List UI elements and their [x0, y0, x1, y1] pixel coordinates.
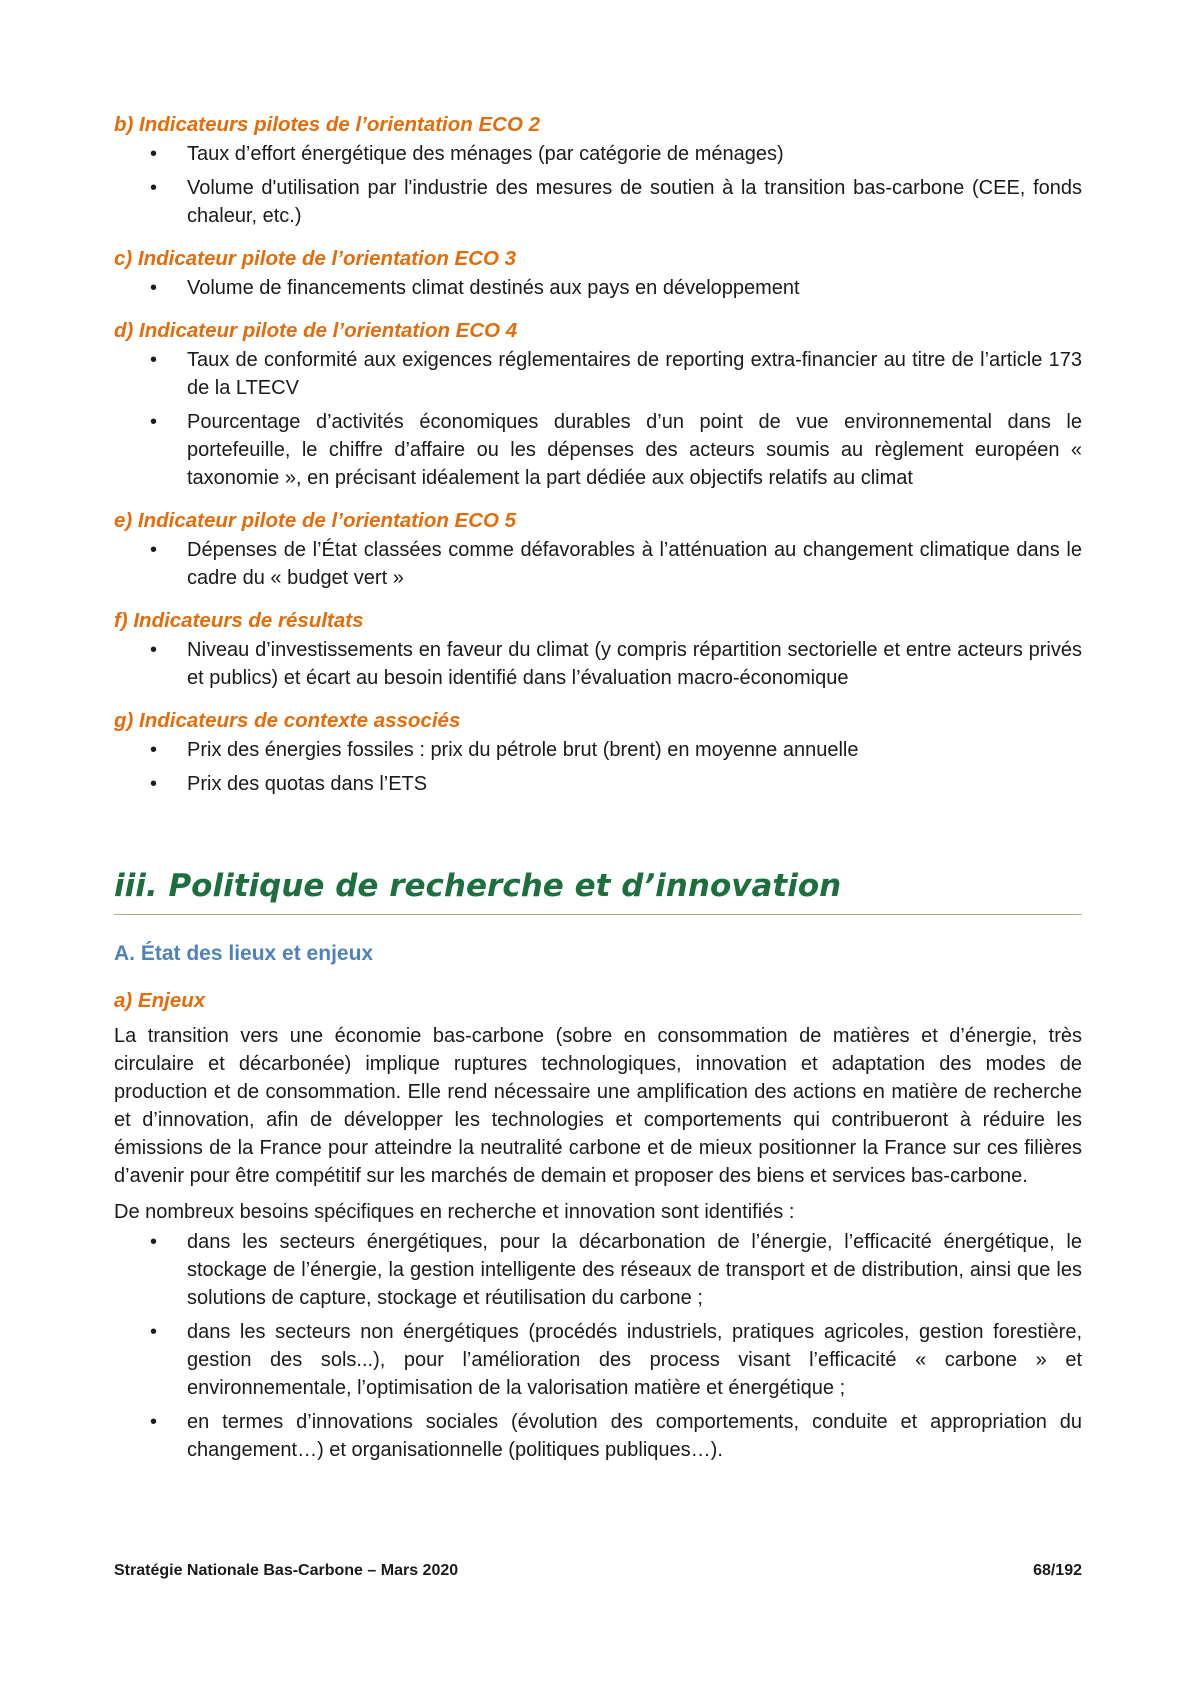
indicator-list — [114, 636, 1082, 692]
indicator-block — [114, 112, 1082, 230]
indicator-heading: f) Indicateurs de résultats — [114, 609, 364, 632]
needs-list — [114, 1228, 1082, 1464]
list-item — [114, 346, 1082, 402]
bullet-icon: • — [150, 639, 158, 661]
list-item — [114, 1408, 1082, 1464]
list-item — [114, 408, 1082, 492]
section-title: A. État des lieux et enjeux — [114, 942, 374, 965]
list-item-text: Pourcentage d’activités économiques durables d’un point de vue environnemental dans le portefeuille, le chiffre d’affaire ou les dépenses des acteurs soumis au règlement européen « taxonomie », en précisant idéalement la part dédiée aux objectifs relatifs au climat — [187, 411, 1082, 489]
indicator-heading: c) Indicateur pilote de l’orientation ECO 3 — [114, 247, 517, 270]
bullet-icon: • — [150, 1231, 158, 1253]
list-item — [114, 174, 1082, 230]
bullet-icon: • — [150, 277, 158, 299]
indicator-list — [114, 140, 1082, 230]
list-item-text: Niveau d’investissements en faveur du climat (y compris répartition sectorielle et entre acteurs privés et publics) et écart au besoin identifié dans l’évaluation macro-économique — [187, 639, 1082, 689]
indicator-heading: d) Indicateur pilote de l’orientation ECO 4 — [114, 319, 518, 342]
indicator-block — [114, 246, 1082, 302]
paragraph: De nombreux besoins spécifiques en recherche et innovation sont identifiés : — [114, 1201, 795, 1223]
indicator-heading: b) Indicateurs pilotes de l’orientation ECO 2 — [114, 113, 541, 136]
indicator-block — [114, 318, 1082, 492]
list-item-text: en termes d’innovations sociales (évolution des comportements, conduite et appropriation du changement…) et organisationnelle (politiques publiques…). — [187, 1411, 1082, 1461]
paragraph: La transition vers une économie bas-carbone (sobre en consommation de matières et d’énergie, très circulaire et décarbonée) implique ruptures technologiques, innovation et adaptation des modes de production et de consommation. Elle rend nécessaire une amplification des actions en matière de recherche et d’innovation, afin de développer les technologies et comportements qui contribueront à réduire les émissions de la France pour atteindre la neutralité carbone et de mieux positionner la France sur ces filières d’avenir pour être compétitif sur les marchés de demain et proposer des biens et services bas-carbone. — [114, 1025, 1082, 1187]
list-item-text: Volume d'utilisation par l'industrie des mesures de soutien à la transition bas-carbone (CEE, fonds chaleur, etc.) — [187, 177, 1082, 227]
list-item — [114, 1228, 1082, 1312]
bullet-icon: • — [150, 539, 158, 561]
list-item-text: Dépenses de l’État classées comme défavorables à l’atténuation au changement climatique dans le cadre du « budget vert » — [187, 539, 1082, 589]
page-footer — [114, 1562, 1082, 1580]
indicator-list — [114, 274, 1082, 302]
indicator-block — [114, 508, 1082, 592]
bullet-icon: • — [150, 143, 158, 165]
bullet-icon: • — [150, 177, 158, 199]
list-item-text: Taux d’effort énergétique des ménages (par catégorie de ménages) — [187, 143, 784, 165]
page-number: 68/192 — [1033, 1562, 1082, 1579]
list-item — [114, 140, 1082, 168]
indicator-list — [114, 536, 1082, 592]
bullet-icon: • — [150, 1321, 158, 1343]
bullet-icon: • — [150, 773, 158, 795]
list-item — [114, 1318, 1082, 1402]
bullet-icon: • — [150, 411, 158, 433]
indicator-heading: g) Indicateurs de contexte associés — [114, 709, 461, 732]
list-item-text: Volume de financements climat destinés aux pays en développement — [187, 277, 800, 299]
bullet-icon: • — [150, 739, 158, 761]
subsection-title: a) Enjeux — [114, 989, 206, 1012]
list-item-text: dans les secteurs énergétiques, pour la décarbonation de l’énergie, l’efficacité énergétique, le stockage de l’énergie, la gestion intelligente des réseaux de transport et de distribution, ainsi que les solutions de capture, stockage et réutilisation du carbone ; — [187, 1231, 1082, 1309]
footer-title: Stratégie Nationale Bas-Carbone – Mars 2020 — [114, 1562, 459, 1579]
chapter-title: iii. Politique de recherche et d’innovation — [114, 868, 842, 904]
document-page — [114, 112, 1082, 1470]
list-item — [114, 736, 1082, 764]
list-item — [114, 636, 1082, 692]
indicator-heading: e) Indicateur pilote de l’orientation ECO 5 — [114, 509, 517, 532]
indicator-list — [114, 736, 1082, 798]
bullet-icon: • — [150, 1411, 158, 1433]
indicator-block — [114, 708, 1082, 798]
list-item — [114, 770, 1082, 798]
list-item-text: Prix des énergies fossiles : prix du pétrole brut (brent) en moyenne annuelle — [187, 739, 859, 761]
list-item-text: Taux de conformité aux exigences réglementaires de reporting extra-financier au titre de l’article 173 de la LTECV — [187, 349, 1082, 399]
indicator-list — [114, 346, 1082, 492]
chapter-rule — [114, 914, 1082, 915]
list-item-text: Prix des quotas dans l’ETS — [187, 773, 428, 795]
indicator-sections — [114, 112, 1082, 798]
list-item-text: dans les secteurs non énergétiques (procédés industriels, pratiques agricoles, gestion forestière, gestion des sols...), pour l’amélioration des process visant l’efficacité « carbone » et environnementale, l’optimisation de la valorisation matière et énergétique ; — [187, 1321, 1082, 1399]
list-item — [114, 274, 1082, 302]
bullet-icon: • — [150, 349, 158, 371]
list-item — [114, 536, 1082, 592]
indicator-block — [114, 608, 1082, 692]
